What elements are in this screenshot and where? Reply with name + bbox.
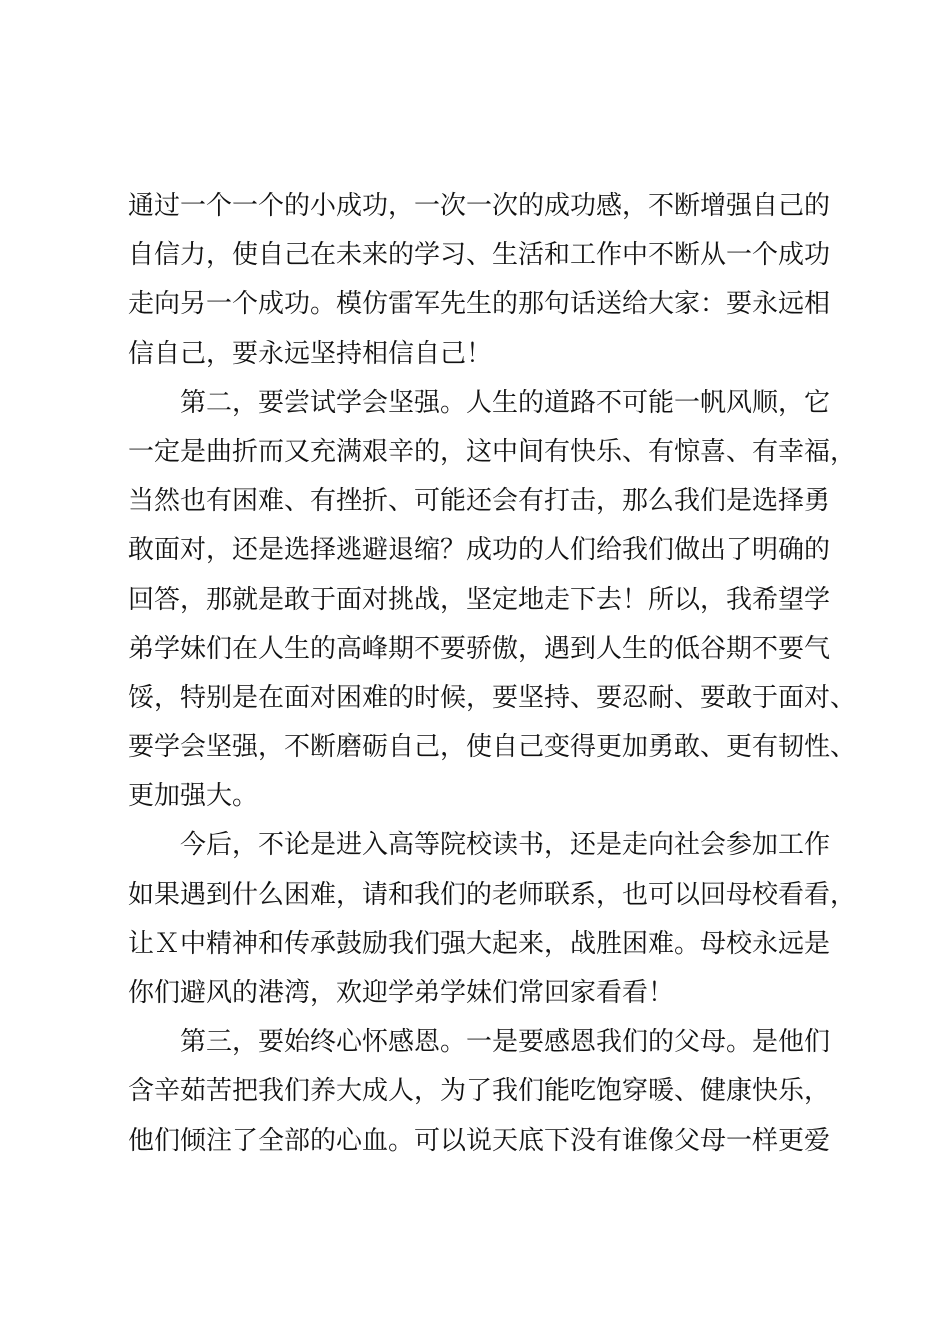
text-line: 含辛茹苦把我们养大成人，为了我们能吃饱穿暖、健康快乐，	[128, 1076, 831, 1107]
text-line: 通过一个一个的小成功，一次一次的成功感，不断增强自己的	[128, 191, 831, 221]
text-line: 今后，不论是进入高等院校读书，还是走向社会参加工作	[128, 830, 831, 861]
text-line: 让Ｘ中精神和传承鼓励我们强大起来，战胜困难。母校永远是	[128, 928, 831, 959]
text-line: 他们倾注了全部的心血。可以说天底下没有谁像父母一样更爱	[128, 1125, 831, 1156]
text-line: 弟学妹们在人生的高峰期不要骄傲，遇到人生的低谷期不要气	[128, 633, 831, 664]
text-line: 如果遇到什么困难，请和我们的老师联系，也可以回母校看看，	[128, 879, 857, 910]
text-line: 当然也有困难、有挫折、可能还会有打击，那么我们是选择勇	[128, 486, 831, 517]
text-line: 你们避风的港湾，欢迎学弟学妹们常回家看看！	[128, 978, 675, 1008]
text-line: 敢面对，还是选择逃避退缩？成功的人们给我们做出了明确的	[128, 535, 831, 566]
body-text	[128, 182, 868, 1166]
text-line: 第三，要始终心怀感恩。一是要感恩我们的父母。是他们	[128, 1027, 831, 1058]
text-line: 一定是曲折而又充满艰辛的，这中间有快乐、有惊喜、有幸福，	[128, 436, 857, 467]
text-line: 走向另一个成功。模仿雷军先生的那句话送给大家：要永远相	[128, 289, 831, 320]
text-line: 回答，那就是敢于面对挑战，坚定地走下去！所以，我希望学	[128, 584, 831, 615]
text-line: 第二，要尝试学会坚强。人生的道路不可能一帆风顺，它	[128, 387, 831, 418]
text-line: 自信力，使自己在未来的学习、生活和工作中不断从一个成功	[128, 240, 831, 271]
text-line: 信自己，要永远坚持相信自己！	[128, 338, 493, 369]
text-line: 馁，特别是在面对困难的时候，要坚持、要忍耐、要敢于面对、	[128, 682, 857, 713]
text-line: 要学会坚强，不断磨砺自己，使自己变得更加勇敢、更有韧性、	[128, 732, 857, 763]
text-line: 更加强大。	[128, 781, 259, 812]
